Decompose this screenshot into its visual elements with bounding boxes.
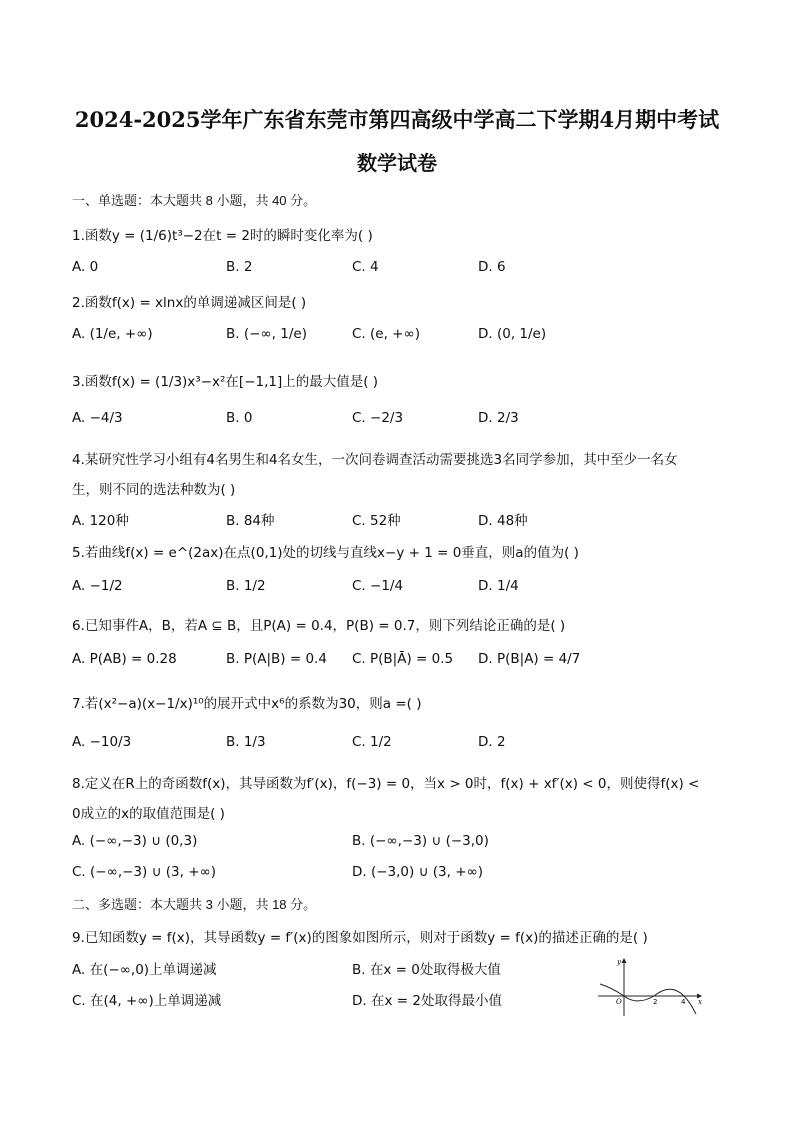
q1-option-a: A. 0 bbox=[72, 259, 99, 275]
q9-option-a: A. 在(−∞,0)上单调递减 bbox=[72, 962, 217, 978]
q3-option-c: C. −2/3 bbox=[352, 410, 404, 426]
q2-option-a: A. (1/e, +∞) bbox=[72, 326, 153, 342]
q3-option-b: B. 0 bbox=[226, 410, 253, 426]
q3-option-a: A. −4/3 bbox=[72, 410, 123, 426]
question-1: 1.函数y = (1/6)t³−2在t = 2时的瞬时变化率为( ) bbox=[72, 228, 373, 244]
question-4-cont: 生，则不同的选法种数为( ) bbox=[72, 482, 236, 498]
section-multi-choice: 二、多选题：本大题共 3 小题，共 18 分。 bbox=[72, 897, 317, 912]
origin-label: O bbox=[616, 998, 622, 1006]
question-6: 6.已知事件A，B，若A ⊆ B，且P(A) = 0.4，P(B) = 0.7，则下列结论正确的是( ) bbox=[72, 618, 566, 634]
q2-option-d: D. (0, 1/e) bbox=[478, 326, 547, 342]
exam-subtitle: 数学试卷 bbox=[357, 151, 437, 175]
q5-option-a: A. −1/2 bbox=[72, 578, 123, 594]
q9-option-b: B. 在x = 0处取得极大值 bbox=[352, 962, 501, 978]
question-2: 2.函数f(x) = xlnx的单调递减区间是( ) bbox=[72, 295, 307, 311]
question-8-cont: 0成立的x的取值范围是( ) bbox=[72, 806, 225, 822]
question-3: 3.函数f(x) = (1/3)x³−x²在[−1,1]上的最大值是( ) bbox=[72, 374, 379, 390]
q6-option-c: C. P(B|Ā) = 0.5 bbox=[352, 651, 454, 667]
q9-option-c: C. 在(4, +∞)上单调递减 bbox=[72, 993, 222, 1009]
q1-option-b: B. 2 bbox=[226, 259, 253, 275]
q9-option-d: D. 在x = 2处取得最小值 bbox=[352, 993, 502, 1009]
q6-option-b: B. P(A|B) = 0.4 bbox=[226, 651, 327, 667]
q6-option-a: A. P(AB) = 0.28 bbox=[72, 651, 177, 667]
q8-option-d: D. (−3,0) ∪ (3, +∞) bbox=[352, 864, 484, 880]
q7-option-d: D. 2 bbox=[478, 734, 506, 750]
question-8: 8.定义在R上的奇函数f(x)，其导函数为f′(x)，f(−3) = 0，当x > 0时，f(x) + xf′(x) < 0，则使得f(x) < bbox=[72, 776, 700, 792]
x-axis-label: x bbox=[698, 998, 702, 1006]
q4-option-c: C. 52种 bbox=[352, 513, 401, 529]
exam-title: 2024-2025学年广东省东莞市第四高级中学高二下学期4月期中考试 bbox=[74, 107, 720, 132]
q6-option-d: D. P(B|A) = 4/7 bbox=[478, 651, 581, 667]
q8-option-c: C. (−∞,−3) ∪ (3, +∞) bbox=[72, 864, 217, 880]
section-single-choice: 一、单选题：本大题共 8 小题，共 40 分。 bbox=[72, 193, 317, 208]
derivative-graph bbox=[596, 954, 706, 1018]
q4-option-a: A. 120种 bbox=[72, 513, 129, 529]
question-7: 7.若(x²−a)(x−1/x)¹⁰的展开式中x⁶的系数为30，则a =( ) bbox=[72, 696, 422, 712]
q7-option-b: B. 1/3 bbox=[226, 734, 266, 750]
tick-label-4: 4 bbox=[681, 998, 686, 1006]
y-axis-label: y bbox=[617, 958, 621, 966]
tick-label-2: 2 bbox=[653, 998, 658, 1006]
q5-option-b: B. 1/2 bbox=[226, 578, 266, 594]
q2-option-c: C. (e, +∞) bbox=[352, 326, 420, 342]
question-4: 4.某研究性学习小组有4名男生和4名女生，一次问卷调查活动需要挑选3名同学参加，其中至少一名女 bbox=[72, 452, 678, 468]
question-9: 9.已知函数y = f(x)，其导函数y = f′(x)的图象如图所示，则对于函数y = f(x)的描述正确的是( ) bbox=[72, 930, 648, 946]
q7-option-a: A. −10/3 bbox=[72, 734, 132, 750]
q8-option-a: A. (−∞,−3) ∪ (0,3) bbox=[72, 833, 198, 849]
q3-option-d: D. 2/3 bbox=[478, 410, 519, 426]
q7-option-c: C. 1/2 bbox=[352, 734, 392, 750]
q1-option-d: D. 6 bbox=[478, 259, 506, 275]
q5-option-d: D. 1/4 bbox=[478, 578, 519, 594]
y-axis-arrow bbox=[622, 958, 627, 963]
q5-option-c: C. −1/4 bbox=[352, 578, 404, 594]
q2-option-b: B. (−∞, 1/e) bbox=[226, 326, 307, 342]
q4-option-b: B. 84种 bbox=[226, 513, 275, 529]
question-5: 5.若曲线f(x) = e^(2ax)在点(0,1)处的切线与直线x−y + 1 = 0垂直，则a的值为( ) bbox=[72, 545, 579, 561]
q1-option-c: C. 4 bbox=[352, 259, 379, 275]
q8-option-b: B. (−∞,−3) ∪ (−3,0) bbox=[352, 833, 489, 849]
q4-option-d: D. 48种 bbox=[478, 513, 528, 529]
